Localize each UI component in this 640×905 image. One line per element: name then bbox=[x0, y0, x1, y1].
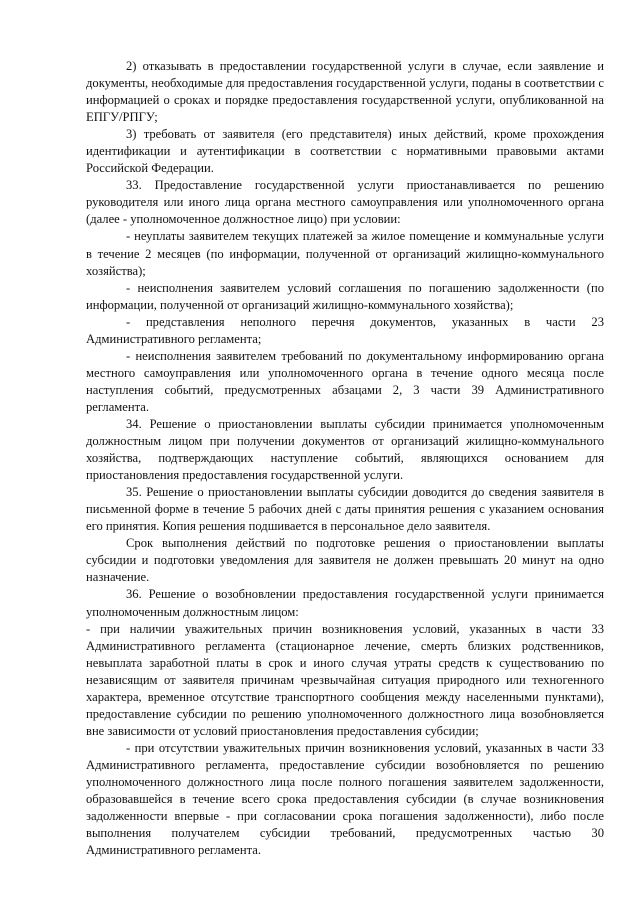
paragraph-item-3: 3) требовать от заявителя (его представителя) иных действий, кроме прохождения идентификации и аутентификации в соответствии с нормативными правовыми актами Российской Федерации. bbox=[86, 127, 604, 176]
paragraph-34: 34. Решение о приостановлении выплаты субсидии принимается уполномоченным должностным лицом при получении документов от организаций жилищно-коммунального хозяйства, подтверждающих наступление событий, являющихся основанием для приостановления предоставления государственной услуги. bbox=[86, 416, 604, 483]
paragraph-33-bullet-1: - неуплаты заявителем текущих платежей за жилое помещение и коммунальные услуги в течение 2 месяцев (по информации, полученной от организаций жилищно-коммунального хозяйства); bbox=[86, 229, 604, 278]
paragraph-36-bullet-1: - при наличии уважительных причин возникновения условий, указанных в части 33 Административного регламента (стационарное лечение, смерть близких родственников, невыплата заработной платы в срок и иного случая утраты средств к существованию по независящим от заявителя причинам чрезвычайная ситуация природного или техногенного характера, временное отсутствие транспортного сообщения между населенными пунктами), предоставление субсидии по решению уполномоченного должностного лица возобновляется вне зависимости от условий приостановления предоставления субсидии; bbox=[86, 621, 604, 738]
paragraph-36: 36. Решение о возобновлении предоставления государственной услуги принимается уполномоченным должностным лицом: bbox=[86, 587, 604, 619]
paragraph-35-deadline: Срок выполнения действий по подготовке решения о приостановлении выплаты субсидии и подготовки уведомления для заявителя не должен превышать 20 минут на одно назначение. bbox=[86, 536, 604, 585]
paragraph-33-bullet-2: - неисполнения заявителем условий соглашения по погашению задолженности (по информации, полученной от организаций жилищно-коммунального хозяйства); bbox=[86, 280, 604, 312]
paragraph-35: 35. Решение о приостановлении выплаты субсидии доводится до сведения заявителя в письменной форме в течение 5 рабочих дней с даты принятия решения с указанием основания его принятия. Копия решения подшивается в персональное дело заявителя. bbox=[86, 485, 604, 534]
paragraph-36-bullet-2: - при отсутствии уважительных причин возникновения условий, указанных в части 33 Административного регламента, предоставление субсидии возобновляется по решению уполномоченного должностного лица после полного погашения заявителем задолженности, образовавшейся в течение всего срока предоставления субсидии (в случае возникновения задолженности впервые - при согласовании срока погашения задолженности), либо после выполнения получателем субсидии требований, предусмотренных частью 30 Административного регламента. bbox=[86, 740, 604, 858]
paragraph-item-2: 2) отказывать в предоставлении государственной услуги в случае, если заявление и документы, необходимые для предоставления государственной услуги, поданы в соответствии с информацией о сроках и порядке предоставления государственной услуги, опубликованной на ЕПГУ/РПГУ; bbox=[86, 59, 604, 125]
paragraph-33-bullet-4: - неисполнения заявителем требований по документальному информированию органа местного самоуправления или уполномоченного органа в течение одного месяца после наступления событий, предусмотренных абзацами 2, 3 части 39 Административного регламента. bbox=[86, 348, 604, 414]
document-page bbox=[86, 58, 604, 859]
paragraph-33: 33. Предоставление государственной услуги приостанавливается по решению руководителя или иного лица органа местного самоуправления или уполномоченного органа (далее - уполномоченное должностное лицо) при условии: bbox=[86, 178, 604, 227]
paragraph-33-bullet-3: - представления неполного перечня документов, указанных в части 23 Административного регламента; bbox=[86, 314, 604, 346]
